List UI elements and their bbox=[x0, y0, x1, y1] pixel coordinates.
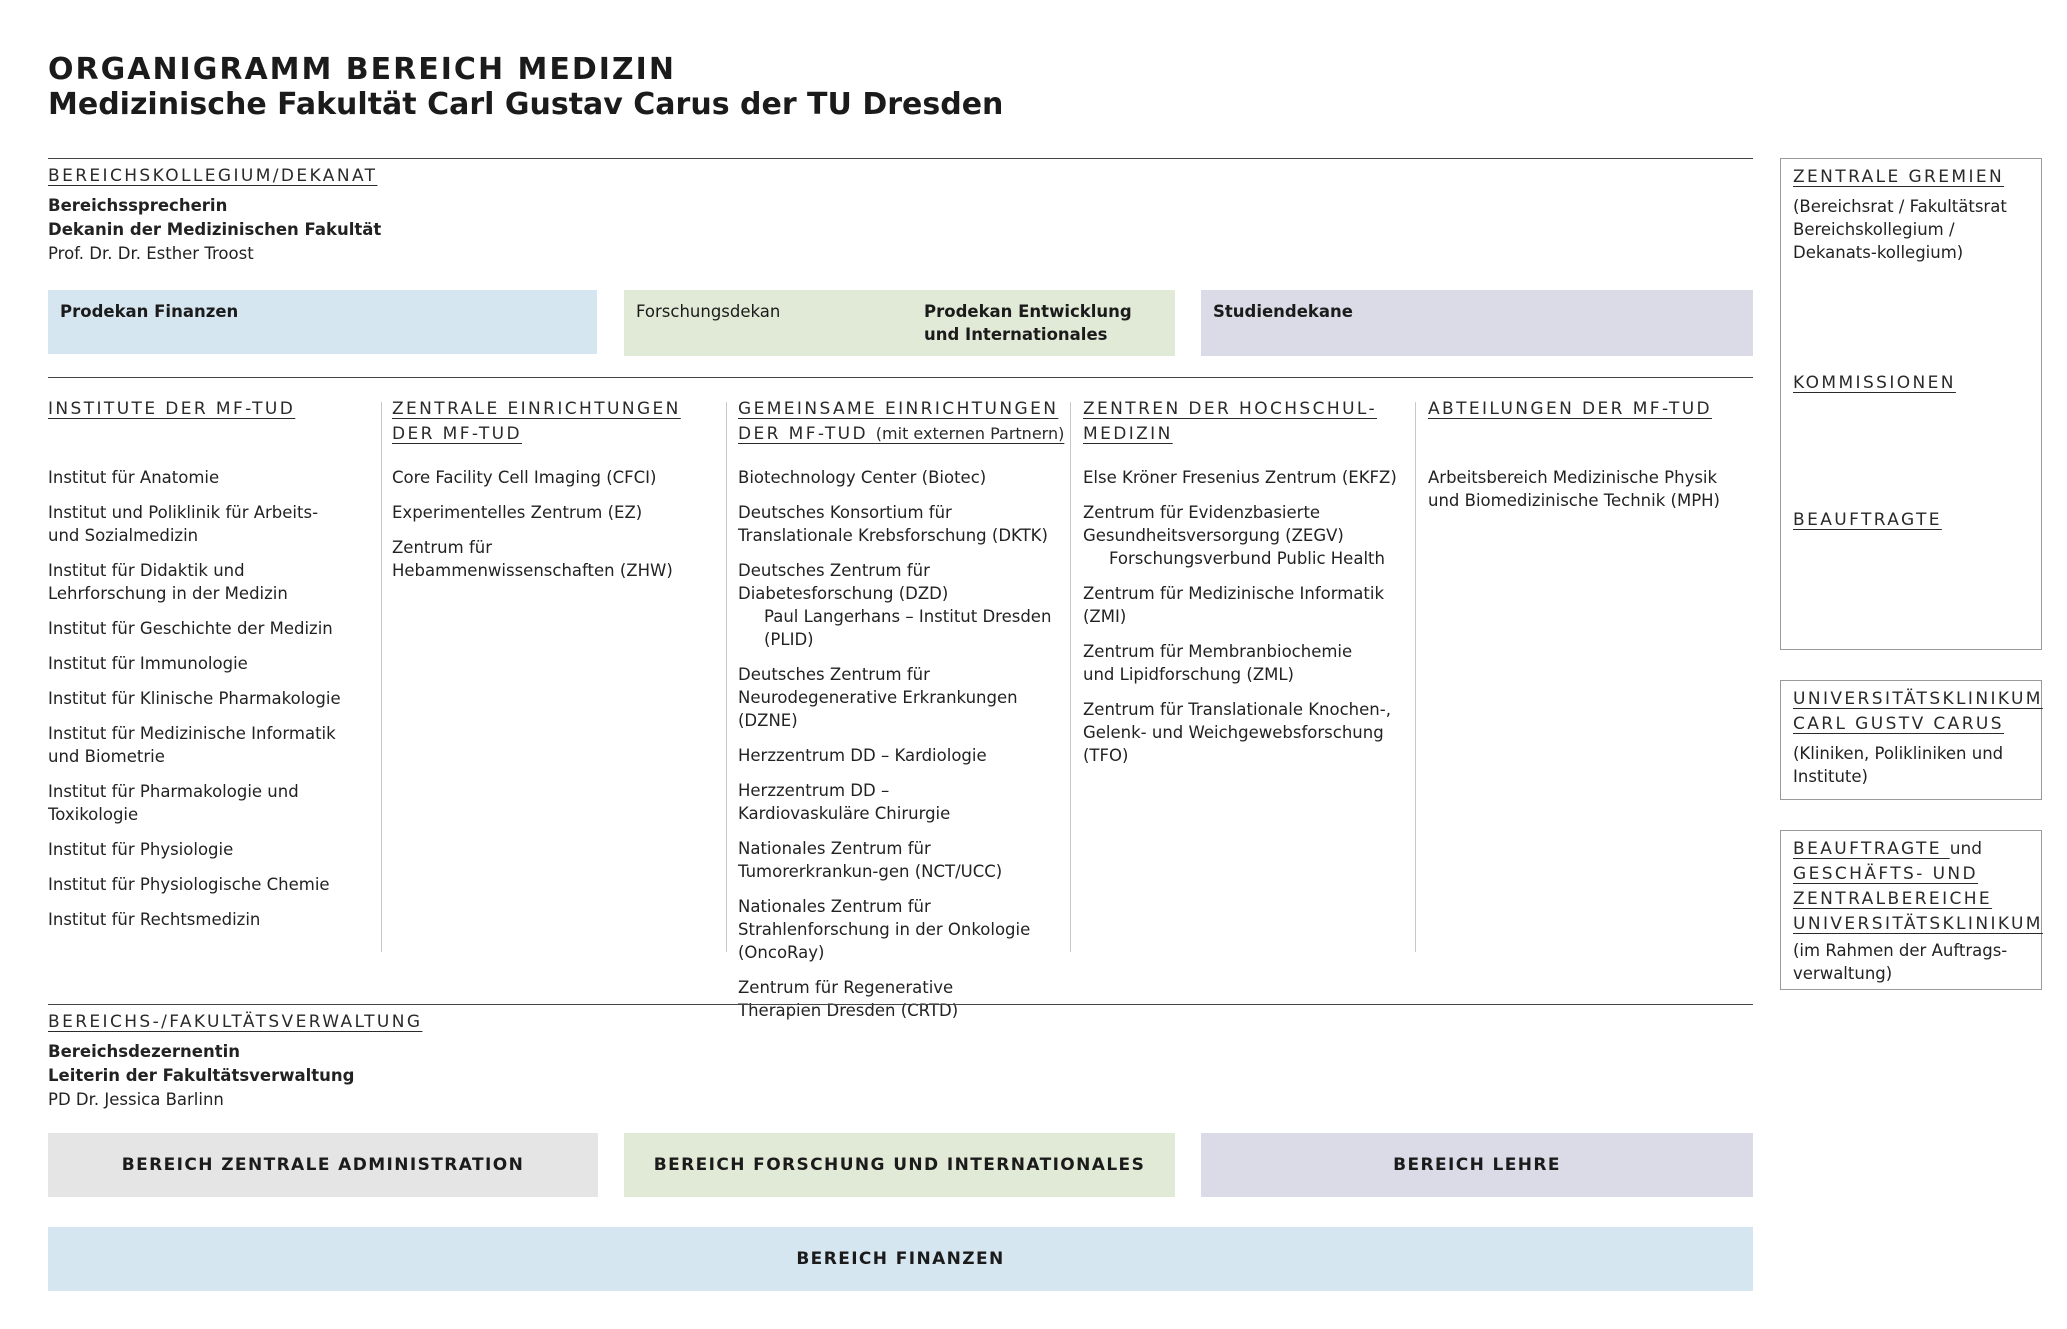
column-divider bbox=[381, 402, 382, 952]
prodekan-entwicklung-label-2: und Internationales bbox=[924, 325, 1108, 344]
divider-top bbox=[48, 158, 1753, 159]
list-item[interactable]: Nationales Zentrum für Tumorerkrankun-gen (NCT/UCC) bbox=[738, 839, 1003, 881]
box-bereich-zentrale-administration[interactable]: BEREICH ZENTRALE ADMINISTRATION bbox=[48, 1133, 598, 1197]
verwaltung-heading[interactable]: BEREICHS-/FAKULTÄTSVERWALTUNG bbox=[48, 1012, 423, 1032]
list-item[interactable]: Institut für Physiologische Chemie bbox=[48, 875, 330, 894]
box-studiendekane[interactable] bbox=[1201, 290, 1753, 356]
list-item[interactable]: Else Kröner Fresenius Zentrum (EKFZ) bbox=[1083, 468, 1397, 487]
ukd-heading-1[interactable]: UNIVERSITÄTSKLINIKUM bbox=[1793, 689, 2043, 709]
abteilungen-heading[interactable]: ABTEILUNGEN DER MF-TUD bbox=[1428, 399, 1713, 419]
list-item[interactable]: Zentrum für Evidenzbasierte Gesundheitsversorgung (ZEGV) Forschungsverbund Public Health bbox=[1083, 501, 1413, 570]
list-item[interactable]: Deutsches Zentrum für Neurodegenerative Erkrankungen (DZNE) bbox=[738, 665, 1018, 730]
box-bereich-finanzen[interactable]: BEREICH FINANZEN bbox=[48, 1227, 1753, 1291]
dekanat-heading[interactable]: BEREICHSKOLLEGIUM/DEKANAT bbox=[48, 166, 378, 186]
list-item[interactable]: Herzzentrum DD – Kardiovaskuläre Chirurgie bbox=[738, 781, 951, 823]
bg-text: (im Rahmen der Auftrags-verwaltung) bbox=[1793, 941, 2008, 983]
box-forschung-entwicklung[interactable] bbox=[624, 290, 1175, 356]
list-item[interactable]: Zentrum für Hebammenwissenschaften (ZHW) bbox=[392, 538, 673, 580]
prodekan-entwicklung-label-1: Prodekan Entwicklung bbox=[924, 302, 1132, 321]
verwaltung-role-leiterin: Leiterin der Fakultätsverwaltung bbox=[48, 1066, 355, 1085]
bg-heading-3[interactable]: ZENTRALBEREICHE bbox=[1793, 889, 1993, 909]
bg-heading-4[interactable]: UNIVERSITÄTSKLINIKUM bbox=[1793, 914, 2043, 934]
gemeinsame-heading-note: (mit externen Partnern) bbox=[875, 424, 1065, 443]
institute-heading[interactable]: INSTITUTE DER MF-TUD bbox=[48, 399, 296, 419]
box-bereich-lehre[interactable]: BEREICH LEHRE bbox=[1201, 1133, 1753, 1197]
beauftragte-heading[interactable]: BEAUFTRAGTE bbox=[1793, 510, 1942, 530]
list-subitem[interactable]: Paul Langerhans – Institut Dresden (PLID) bbox=[764, 607, 1052, 649]
box-bereich-forschung[interactable]: BEREICH FORSCHUNG UND INTERNATIONALES bbox=[624, 1133, 1175, 1197]
list-item[interactable]: Nationales Zentrum für Strahlenforschung in der Onkologie (OncoRay) bbox=[738, 897, 1031, 962]
dekanat-role-sprecherin: Bereichssprecherin bbox=[48, 196, 228, 215]
list-item[interactable]: Core Facility Cell Imaging (CFCI) bbox=[392, 468, 657, 487]
box-prodekan-finanzen[interactable] bbox=[48, 290, 597, 354]
list-item[interactable]: Zentrum für Regenerative Therapien Dresden (CRTD) bbox=[738, 978, 959, 1020]
divider-middle bbox=[48, 377, 1753, 378]
verwaltung-role-dezernentin: Bereichsdezernentin bbox=[48, 1042, 241, 1061]
zentrale-heading-2[interactable]: DER MF-TUD bbox=[392, 424, 522, 444]
bg-heading-2[interactable]: GESCHÄFTS- UND bbox=[1793, 864, 1979, 884]
list-item[interactable]: Deutsches Zentrum für Diabetesforschung (DZD) Paul Langerhans – Institut Dresden (PLID) bbox=[738, 559, 1063, 651]
list-item[interactable]: Experimentelles Zentrum (EZ) bbox=[392, 503, 643, 522]
verwaltung-name: PD Dr. Jessica Barlinn bbox=[48, 1090, 224, 1109]
list-item[interactable]: Biotechnology Center (Biotec) bbox=[738, 468, 987, 487]
sidebox-zentrale-gremien bbox=[1780, 158, 2042, 650]
bg-heading-1[interactable]: BEAUFTRAGTE und bbox=[1793, 836, 1982, 862]
gremien-text: (Bereichsrat / Fakultätsrat Bereichskollegium / Dekanats-kollegium) bbox=[1793, 197, 2007, 262]
forschungsdekan-label: Forschungsdekan bbox=[636, 302, 781, 321]
list-item[interactable]: Institut für Klinische Pharmakologie bbox=[48, 689, 341, 708]
list-item[interactable]: Institut und Poliklinik für Arbeits- und Sozialmedizin bbox=[48, 503, 319, 545]
list-item[interactable]: Institut für Rechtsmedizin bbox=[48, 910, 261, 929]
gemeinsame-heading-2[interactable]: DER MF-TUD (mit externen Partnern) bbox=[738, 424, 1065, 444]
zentrale-heading-1[interactable]: ZENTRALE EINRICHTUNGEN bbox=[392, 399, 681, 419]
list-item[interactable]: Deutsches Konsortium für Translationale Krebsforschung (DKTK) bbox=[738, 503, 1048, 545]
list-item[interactable]: Institut für Physiologie bbox=[48, 840, 234, 859]
prodekan-finanzen-label: Prodekan Finanzen bbox=[60, 302, 239, 321]
list-item[interactable]: Institut für Anatomie bbox=[48, 468, 220, 487]
gremien-heading[interactable]: ZENTRALE GREMIEN bbox=[1793, 167, 2005, 187]
list-item[interactable]: Institut für Pharmakologie und Toxikologie bbox=[48, 782, 299, 824]
list-item[interactable]: Zentrum für Translationale Knochen-, Gelenk- und Weichgewebsforschung (TFO) bbox=[1083, 700, 1391, 765]
list-item[interactable]: Institut für Medizinische Informatik und Biometrie bbox=[48, 724, 336, 766]
list-item[interactable]: Arbeitsbereich Medizinische Physik und Biomedizinische Technik (MPH) bbox=[1428, 468, 1720, 510]
dekanat-name: Prof. Dr. Dr. Esther Troost bbox=[48, 244, 254, 263]
column-divider bbox=[1415, 402, 1416, 952]
ukd-text: (Kliniken, Polikliniken und Institute) bbox=[1793, 744, 2004, 786]
page-subtitle: Medizinische Fakultät Carl Gustav Carus der TU Dresden bbox=[48, 87, 1004, 122]
dekanat-role-dekanin: Dekanin der Medizinischen Fakultät bbox=[48, 220, 382, 239]
zentren-heading-1[interactable]: ZENTREN DER HOCHSCHUL- bbox=[1083, 399, 1378, 419]
sidebox-universitaetsklinikum bbox=[1780, 680, 2042, 800]
kommissionen-heading[interactable]: KOMMISSIONEN bbox=[1793, 373, 1956, 393]
gemeinsame-heading-1[interactable]: GEMEINSAME EINRICHTUNGEN bbox=[738, 399, 1059, 419]
studiendekane-label: Studiendekane bbox=[1213, 302, 1353, 321]
list-subitem[interactable]: Forschungsverbund Public Health bbox=[1109, 549, 1385, 568]
list-item[interactable]: Zentrum für Membranbiochemie und Lipidforschung (ZML) bbox=[1083, 642, 1353, 684]
list-item[interactable]: Institut für Geschichte der Medizin bbox=[48, 619, 333, 638]
page-title: ORGANIGRAMM BEREICH MEDIZIN bbox=[48, 52, 676, 87]
list-item[interactable]: Zentrum für Medizinische Informatik (ZMI) bbox=[1083, 584, 1385, 626]
zentren-heading-2[interactable]: MEDIZIN bbox=[1083, 424, 1173, 444]
divider-bottom bbox=[48, 1004, 1753, 1005]
list-item[interactable]: Herzzentrum DD – Kardiologie bbox=[738, 746, 987, 765]
bg-heading-und: und bbox=[1949, 839, 1983, 859]
ukd-heading-2[interactable]: CARL GUSTV CARUS bbox=[1793, 714, 2004, 734]
list-item[interactable]: Institut für Immunologie bbox=[48, 654, 248, 673]
column-divider bbox=[1070, 402, 1071, 952]
column-divider bbox=[726, 402, 727, 952]
sidebox-beauftragte-geschaeftsbereiche bbox=[1780, 830, 2042, 990]
list-item[interactable]: Institut für Didaktik und Lehrforschung in der Medizin bbox=[48, 561, 288, 603]
